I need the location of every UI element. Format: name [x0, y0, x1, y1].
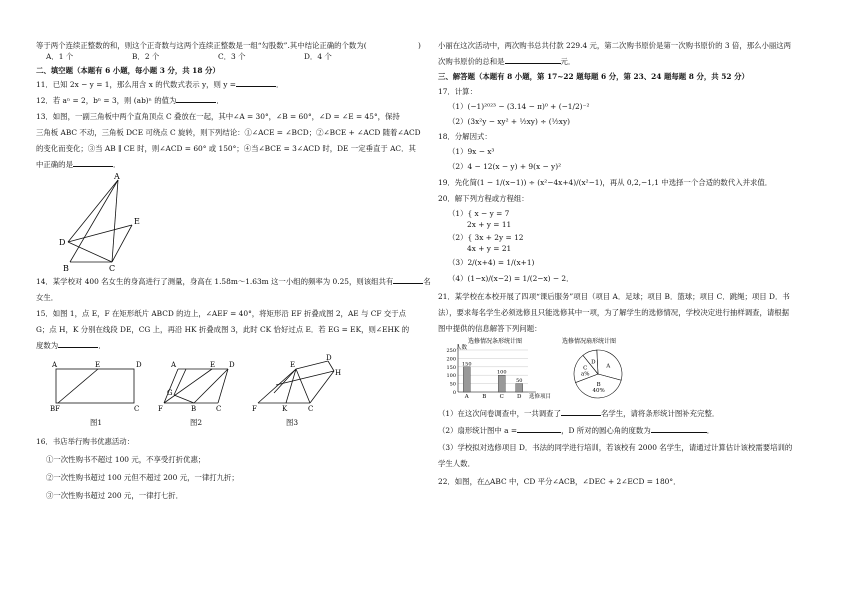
pie-slice-label: 40%	[592, 388, 605, 395]
q21-2	[438, 425, 830, 436]
fig15-3-label-k: K	[282, 405, 288, 413]
q16-line1: 16．书店举行购书优惠活动：	[36, 437, 135, 446]
fig15-3-label-c: C	[308, 405, 314, 413]
bar-category-label: A	[464, 394, 469, 400]
q13-line3: 的变化而变化；③当 AB ∥ CE 时，则∠ACD = 60° 或 150°；④当∠BCE = 3∠ACD 时，DE 一定垂直于 AC．其	[36, 144, 416, 153]
bar-ytick-label: 150	[446, 364, 456, 371]
bar-ytick-label: 0	[452, 390, 456, 396]
q16c-line2	[438, 56, 830, 67]
pie-slice-label: D	[591, 359, 596, 366]
q13-line4	[36, 159, 428, 170]
fig15-1-label-a: A	[52, 361, 58, 369]
fig15-3-label-e: E	[290, 361, 296, 369]
bar-category-label: B	[482, 394, 487, 400]
q15-text: 度数为	[36, 341, 59, 350]
q12-end: ．	[216, 96, 224, 105]
bar	[463, 367, 470, 392]
q18-1: （1）9x − x³	[448, 147, 495, 156]
q21-1-blank[interactable]	[561, 408, 601, 416]
q11	[36, 79, 428, 90]
pie-slice-label: A	[606, 363, 611, 370]
q21-1-text: （1）在这次问卷调查中，一共调查了	[438, 409, 561, 418]
pie-slice-label: C	[583, 365, 588, 372]
q11-end: ．	[276, 80, 284, 89]
q13-line1: 13．如图，一副三角板中两个直角顶点 C 叠放在一起，其中∠A = 30°，∠B = 60°，∠D = ∠E = 45°，保持	[36, 112, 400, 121]
q20-2a: （2）{ 3x + 2y = 12	[448, 233, 524, 242]
bar-ytick-label: 100	[446, 373, 456, 380]
choice-c: C．3 个	[218, 52, 246, 61]
q20-1a: （1）{ x − y = 7	[448, 209, 510, 218]
fig15-2-label-a: A	[171, 361, 177, 369]
fig13-label-a: A	[114, 172, 120, 181]
bar-value-label: 150	[461, 361, 472, 368]
q14-end: 名	[423, 277, 431, 286]
fig13-label-e: E	[134, 217, 140, 226]
q16-item1: ①一次性购书不超过 100 元，不享受打折优惠；	[46, 455, 206, 464]
q19: 19．先化简(1 − 1/(x−1)) ÷ (x²−4x+4)/(x²−1)，再从 0,2,−1,1 中选择一个合适的数代入并求值．	[438, 178, 773, 187]
q15-line1: 15．如图 1，点 E，F 在矩形纸片 ABCD 的边上，∠AEF = 40°，将矩形沿 EF 折叠成图 2，AE 与 CF 交于点	[36, 309, 407, 318]
pie-chart	[562, 336, 682, 406]
q13-blank[interactable]	[73, 159, 113, 167]
fig13-label-d: D	[59, 238, 66, 247]
q16-item3: ③一次性购书超过 200 元，一律打七折．	[46, 491, 184, 500]
q21-2-text: （2）扇形统计图中 a =	[438, 426, 518, 435]
bar-chart-ylabel: 人数	[456, 345, 468, 351]
q16c-end: 元．	[560, 57, 576, 66]
q21-2-mid: ，D 所对的圆心角的度数为	[561, 426, 651, 435]
fig15-1-label-e: E	[95, 361, 101, 369]
q13-line2: 三角板 ABC 不动，三角板 DCE 可绕点 C 旋转，则下列结论：①∠ACE = ∠BCD；②∠BCE + ∠ACD 随着∠ACD	[36, 128, 421, 137]
figure-15	[46, 355, 346, 417]
bar-category-label: C	[499, 394, 504, 400]
caption-fig3: 图3	[286, 418, 299, 427]
fig13-label-c: C	[109, 264, 116, 273]
bar-chart	[438, 336, 558, 406]
fig13-label-b: B	[63, 264, 69, 273]
fig15-3-label-d: D	[326, 354, 332, 362]
q20-4: （4）(1−x)/(x−2) = 1/(2−x) − 2．	[448, 274, 574, 283]
choice-b: B．2 个	[132, 52, 160, 61]
q22: 22．如图，在△ABC 中，CD 平分∠ACB，∠DEC + 2∠ECD = 180°．	[438, 477, 681, 486]
q11-text: 11．已知 2x − y = 1，那么用含 x 的代数式表示 y，则 y =	[36, 80, 236, 89]
fig15-1-label-d: D	[136, 361, 142, 369]
right-column	[438, 40, 830, 487]
q20: 20．解下列方程或方程组：	[438, 194, 529, 203]
bar-chart-xlabel: 选修项目	[529, 394, 552, 400]
section3-title: 三、解答题（本题有 8 小题，第 17~22 题每题 6 分，第 23、24 题每题 8 分，共 52 分）	[438, 72, 749, 81]
q17-1: （1）(−1)²⁰²³ − (3.14 − π)⁰ + (−1/2)⁻²	[448, 102, 590, 111]
q15-line3	[36, 340, 428, 351]
q14-text: 14．某学校对 400 名女生的身高进行了测量，身高在 1.58m～1.63m 这一小组的频率为 0.25，则该组共有	[36, 277, 394, 286]
bar	[516, 384, 523, 392]
fig15-2-label-c: C	[216, 405, 222, 413]
bar-category-label: D	[517, 394, 522, 400]
q14-line2: 女生．	[36, 293, 59, 302]
choice-a: A．1 个	[46, 52, 74, 61]
q21-line1: 21．某学校在本校开展了四项“课后服务”项目（项目 A．足球；项目 B．篮球；项目 C．跳绳；项目 D．书	[438, 292, 790, 301]
q21-3-line1: （3）学校拟对选修项目 D．书法的同学进行培训，若该校有 2000 名学生，请通过计算估计该校需要培训的	[438, 443, 793, 452]
q15-end: ．	[98, 341, 106, 350]
q21-1-end: 名学生，请将条形统计图补充完整．	[600, 409, 720, 418]
q11-blank[interactable]	[236, 79, 276, 87]
q12	[36, 95, 428, 106]
bar	[498, 375, 505, 392]
caption-fig1: 图1	[90, 418, 103, 427]
q17-2: （2）(3x²y − xy² + ½xy) ÷ (½xy)	[448, 117, 571, 126]
bar-ytick-label: 200	[446, 356, 456, 363]
q20-1b: 2x + y = 11	[467, 220, 512, 229]
fig15-3-label-f: F	[252, 405, 257, 413]
q21-2-blank-a[interactable]	[517, 425, 561, 433]
fig15-3-label-h: H	[335, 369, 342, 377]
q20-3: （3）2/(x+4) = 1/(x+1)	[448, 258, 535, 267]
q21-charts	[438, 336, 830, 406]
caption-fig2: 图2	[190, 418, 203, 427]
bar-chart-title: 选修情况条形统计图	[468, 338, 523, 345]
q18: 18．分解因式：	[438, 132, 492, 141]
q16c-text: 次购书原价的总和是	[438, 57, 505, 66]
bar-ytick-label: 50	[449, 381, 456, 388]
q17: 17．计算：	[438, 87, 477, 96]
q21-line2: 法），要求每名学生必须选修且只能选修其中一项，为了解学生的选修情况，学校决定进行抽样调查，请根据	[438, 308, 790, 317]
fig15-captions	[46, 417, 428, 427]
q21-line3: 图中提供的信息解答下列问题：	[438, 324, 542, 333]
fig15-2-label-g: G	[167, 389, 173, 397]
fig15-2-label-f: F	[158, 405, 163, 413]
bar-value-label: 50	[516, 378, 523, 385]
bar-ytick-label: 250	[446, 348, 456, 354]
choice-d: D．4 个	[304, 52, 332, 61]
bar-value-label: 100	[496, 369, 507, 376]
fig15-1-label-c: C	[134, 405, 140, 413]
fig15-1-label-bf: BF	[50, 405, 61, 413]
q21-2-end: ．	[706, 426, 715, 435]
q15-line2: G；点 H，K 分别在线段 DE，CG 上，再沿 HK 折叠成图 3，此时 CK 恰好过点 E．若 EG = EK，则∠EHK 的	[36, 325, 410, 334]
q10-text: 等于两个连续正整数的和，则这个正奇数与这两个连续正整数是一组“勾股数”.其中结论正确的个数为(	[36, 41, 367, 50]
left-column	[36, 40, 431, 501]
q10-line1	[36, 40, 428, 51]
pie-chart-title: 选修情况扇形统计图	[562, 338, 617, 345]
q13-text: 中正确的是	[36, 160, 73, 169]
q10-paren: )	[418, 41, 421, 50]
q15-blank[interactable]	[58, 340, 98, 348]
q12-blank[interactable]	[176, 95, 216, 103]
q14-blank[interactable]	[393, 276, 423, 284]
fig15-2-label-b: B	[191, 405, 197, 413]
fig15-2-label-d: D	[229, 361, 235, 369]
q12-text: 12．若 aⁿ = 2，bⁿ = 3，则 (ab)ⁿ 的值为	[36, 96, 177, 105]
q16-blank[interactable]	[505, 56, 561, 64]
fig15-2-label-e: E	[210, 361, 216, 369]
q10-choices	[36, 51, 428, 62]
figure-13	[48, 172, 168, 272]
q16-item2: ②一次性购书超过 100 元但不超过 200 元，一律打九折；	[46, 473, 239, 482]
q16c-line1: 小丽在这次活动中，两次购书总共付款 229.4 元，第二次购书原价是第一次购书原价的 3 倍，那么小丽这两	[438, 41, 792, 50]
q21-3-line2: 学生人数．	[438, 459, 475, 468]
q13-end: ．	[112, 160, 121, 169]
pie-slice-label: B	[596, 382, 601, 389]
q21-1	[438, 408, 830, 419]
q21-2-blank-d[interactable]	[651, 425, 707, 433]
pie-slice-label: a%	[581, 371, 590, 378]
q20-2b: 4x + y = 21	[467, 244, 512, 253]
section2-title: 二、填空题（本题有 6 小题，每小题 3 分，共 18 分）	[36, 66, 220, 75]
q18-2: （2）4 − 12(x − y) + 9(x − y)²	[448, 162, 562, 171]
q14-line1	[36, 276, 431, 287]
